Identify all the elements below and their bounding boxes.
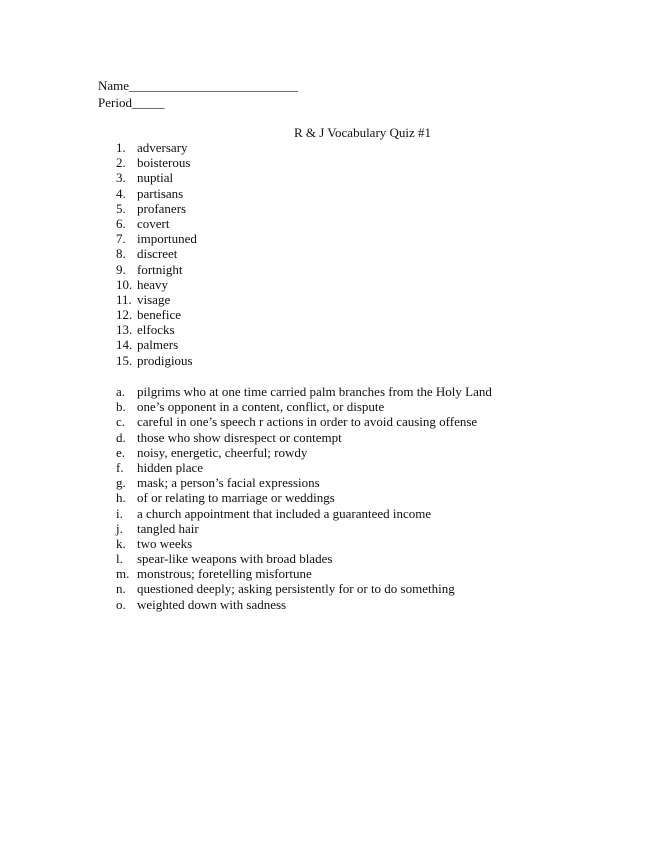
vocabulary-word-list bbox=[116, 140, 197, 368]
vocabulary-word: importuned bbox=[137, 231, 197, 247]
definition-item bbox=[116, 597, 492, 612]
definition-letter: m. bbox=[116, 566, 130, 582]
vocabulary-word-item bbox=[116, 322, 197, 337]
vocabulary-word-item bbox=[116, 277, 197, 292]
definition-text: pilgrims who at one time carried palm branches from the Holy Land bbox=[137, 384, 492, 399]
word-number: 3. bbox=[116, 170, 126, 186]
definition-letter: h. bbox=[116, 490, 126, 506]
definition-item bbox=[116, 506, 492, 521]
definition-letter: c. bbox=[116, 414, 126, 430]
definition-item bbox=[116, 566, 492, 581]
word-number: 6. bbox=[116, 215, 126, 231]
word-number: 13. bbox=[116, 322, 133, 338]
definition-item bbox=[116, 490, 492, 505]
definition-letter: o. bbox=[116, 596, 126, 612]
definition-letter: j. bbox=[116, 520, 123, 536]
definition-text: two weeks bbox=[137, 535, 193, 551]
word-number: 14. bbox=[116, 337, 133, 353]
vocabulary-word: partisans bbox=[137, 185, 184, 201]
vocabulary-word-item bbox=[116, 307, 197, 322]
definition-item bbox=[116, 399, 492, 414]
vocabulary-word: visage bbox=[137, 291, 171, 307]
vocabulary-word-item bbox=[116, 216, 197, 231]
definition-text: those who show disrespect or contempt bbox=[137, 429, 342, 445]
definition-text: weighted down with sadness bbox=[137, 596, 287, 612]
vocabulary-word: boisterous bbox=[137, 155, 191, 171]
vocabulary-word-item bbox=[116, 140, 197, 155]
definition-letter: k. bbox=[116, 535, 126, 551]
definition-letter: e. bbox=[116, 444, 126, 460]
definition-letter: a. bbox=[116, 384, 126, 399]
vocabulary-word-item bbox=[116, 170, 197, 185]
definition-item bbox=[116, 384, 492, 399]
vocabulary-word: adversary bbox=[137, 140, 188, 155]
vocabulary-word: profaners bbox=[137, 200, 187, 216]
definition-text: of or relating to marriage or weddings bbox=[137, 490, 335, 506]
definition-letter: l. bbox=[116, 551, 123, 567]
definition-text: monstrous; foretelling misfortune bbox=[137, 566, 312, 582]
definition-letter: f. bbox=[116, 459, 124, 475]
definition-item bbox=[116, 414, 492, 429]
vocabulary-word: covert bbox=[137, 215, 170, 231]
word-number: 5. bbox=[116, 200, 126, 216]
definition-text: hidden place bbox=[137, 459, 204, 475]
definition-text: mask; a person’s facial expressions bbox=[137, 475, 320, 491]
period-line: Period_____ bbox=[98, 95, 165, 110]
word-number: 10. bbox=[116, 276, 133, 292]
definition-letter: n. bbox=[116, 581, 126, 597]
vocabulary-word-item bbox=[116, 262, 197, 277]
vocabulary-word-item bbox=[116, 246, 197, 261]
vocabulary-word: palmers bbox=[137, 337, 179, 353]
definition-text: spear-like weapons with broad blades bbox=[137, 551, 333, 567]
definition-text: noisy, energetic, cheerful; rowdy bbox=[137, 444, 308, 460]
definition-text: tangled hair bbox=[137, 520, 199, 536]
definition-letter: b. bbox=[116, 399, 126, 415]
vocabulary-word: fortnight bbox=[137, 261, 183, 277]
word-number: 15. bbox=[116, 352, 133, 368]
word-number: 2. bbox=[116, 155, 126, 171]
word-number: 12. bbox=[116, 307, 133, 323]
vocabulary-word-item bbox=[116, 201, 197, 216]
definition-text: careful in one’s speech r actions in order to avoid causing offense bbox=[137, 414, 478, 430]
vocabulary-word-item bbox=[116, 155, 197, 170]
vocabulary-word-item bbox=[116, 186, 197, 201]
definition-item bbox=[116, 430, 492, 445]
vocabulary-word: discreet bbox=[137, 246, 178, 262]
vocabulary-word: elfocks bbox=[137, 322, 175, 338]
definition-item bbox=[116, 581, 492, 596]
definition-item bbox=[116, 475, 492, 490]
vocabulary-word-item bbox=[116, 353, 197, 368]
vocabulary-word-item bbox=[116, 292, 197, 307]
name-line: Name__________________________ bbox=[98, 78, 299, 93]
vocabulary-word: nuptial bbox=[137, 170, 174, 186]
vocabulary-word: benefice bbox=[137, 307, 182, 323]
definition-item bbox=[116, 551, 492, 566]
vocabulary-word-item bbox=[116, 231, 197, 246]
definition-text: questioned deeply; asking persistently for or to do something bbox=[137, 581, 455, 597]
vocabulary-word: heavy bbox=[137, 276, 169, 292]
word-number: 9. bbox=[116, 261, 126, 277]
definition-item bbox=[116, 460, 492, 475]
definition-letter: i. bbox=[116, 505, 123, 521]
student-header bbox=[98, 77, 298, 111]
definition-item bbox=[116, 445, 492, 460]
word-number: 8. bbox=[116, 246, 126, 262]
definition-text: one’s opponent in a content, conflict, or dispute bbox=[137, 399, 385, 415]
definition-letter: d. bbox=[116, 429, 126, 445]
word-number: 11. bbox=[116, 291, 132, 307]
definition-item bbox=[116, 521, 492, 536]
definition-item bbox=[116, 536, 492, 551]
definition-letter: g. bbox=[116, 475, 126, 491]
quiz-title: R & J Vocabulary Quiz #1 bbox=[293, 125, 432, 140]
vocabulary-word-item bbox=[116, 337, 197, 352]
word-number: 1. bbox=[116, 140, 126, 155]
definition-text: a church appointment that included a guaranteed income bbox=[137, 505, 432, 521]
definition-list bbox=[116, 384, 492, 612]
word-number: 7. bbox=[116, 231, 126, 247]
vocabulary-word: prodigious bbox=[137, 352, 193, 368]
word-number: 4. bbox=[116, 185, 126, 201]
